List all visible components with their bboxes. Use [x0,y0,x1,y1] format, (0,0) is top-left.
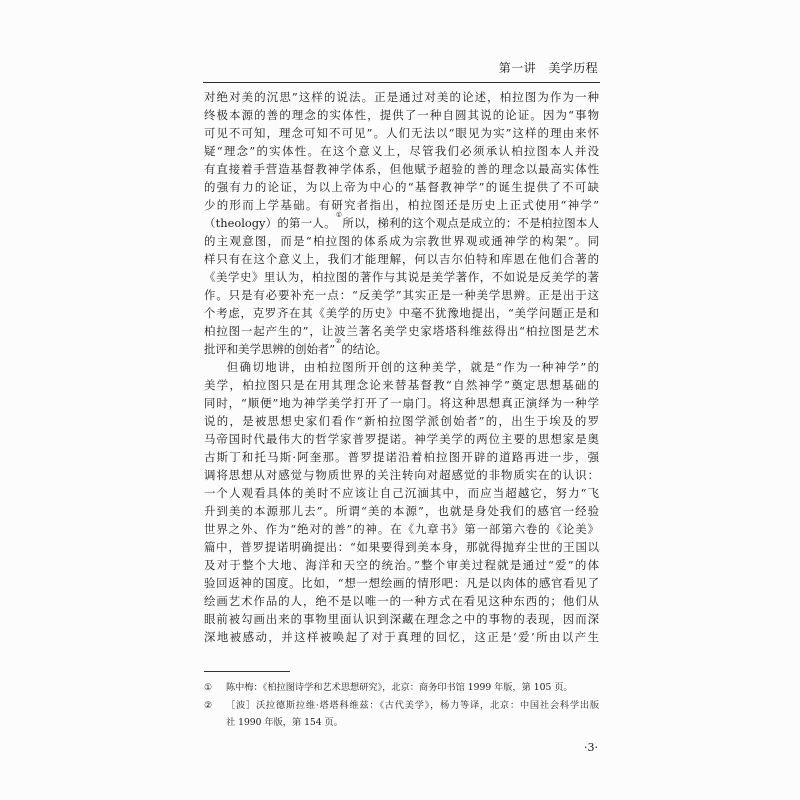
text-line: 调将思想从对感觉与物质世界的关注转向对超感觉的非物质实在的认识： [204,468,599,482]
paragraph [204,88,599,358]
text-line: 验回返神的国度。比如，“想一想绘画的情形吧：凡是以肉体的感官看见了 [204,576,599,590]
text-line: 但确切地讲，由柏拉图所开创的这种美学，就是“作为一种神学”的 [226,360,599,374]
text-line: 同时，“顺便”地为神学美学打开了一扇门。将这种思想真正演绎为一种学 [204,396,599,410]
text-segment: 的结论。 [341,342,387,356]
text-line: 深地被感动，并这样被唤起了对于真理的回忆，这正是‘爱’所由以产生 [204,630,599,644]
footnote-text: 陈中梅：《柏拉图诗学和艺术思想研究》，北京：商务印书馆 1999 年版，第 105 页。 [226,682,573,693]
body-text [204,88,599,646]
text-line: 个考虑，克罗齐在其《美学的历史》中毫不犹豫地提出，“美学问题正是和 [204,306,599,320]
text-line [204,211,599,232]
footnote-ref: ② [335,337,342,345]
text-line: 疑“理念”的实体性。在这个意义上，尽管我们必须承认柏拉图本人并没 [204,144,599,158]
text-line: 少的形而上学基础。有研究者指出，柏拉图还是历史上正式使用“神学” [204,198,599,212]
text-line: 柏拉图一起产生的”，让波兰著名美学史家塔塔科维兹得出“柏拉图是艺术 [204,324,599,338]
footnote [204,697,599,732]
text-line: 可见不可知，理念可知不可见”。人们无法以“眼见为实”这样的理由来怀 [204,126,599,140]
text-line: 作。只是有必要补充一点：“反美学”其实正是一种美学思辨。正是出于这 [204,288,599,302]
text-line: 美学，柏拉图只是在用其理念论来替基督教“自然神学”奠定思想基础的 [204,378,599,392]
text-line: 终极本源的善的理念的实体性，提供了一种自圆其说的论证。因为“事物 [204,108,599,122]
text-line: 马帝国时代最伟大的哲学家普罗提诺。神学美学的两位主要的思想家是奥 [204,432,599,446]
text-segment: （theology）的第一人。 [204,216,336,230]
header-rule [203,82,600,83]
footnote-marker: ② [204,699,213,711]
text-line: 升到美的本源那儿去”。所谓“美的本源”，也就是身处我们的感官一经验 [204,504,599,518]
text-line: 篇中，普罗提诺明确提出：“如果要得到美本身，那就得抛弃尘世的王国以 [204,540,599,554]
paragraph [204,358,599,646]
text-segment: 批评和美学思辨的创始者” [204,342,336,356]
text-line: 说的，是被思想史家们看作“新柏拉图学派创始者”的，出生于埃及的罗 [204,414,599,428]
page-number: ·3· [584,741,598,754]
footnote-text: ［波］沃拉德斯拉维·塔塔科维兹：《古代美学》，杨力等译，北京：中国社会科学出版 [226,699,599,711]
text-segment: 所以，梯利的这个观点是成立的：不是柏拉图本人 [342,216,599,230]
text-line: 的强有力的论证，为以上帝为中心的“基督教神学”的诞生提供了不可缺 [204,180,599,194]
footnote-ref: ① [335,211,343,219]
text-line: 对绝对美的沉思”这样的说法。正是通过对美的论述，柏拉图为作为一种 [204,90,599,104]
text-line [204,337,599,358]
text-line: 古斯丁和托马斯·阿奎那。普罗提诺沿着柏拉图开辟的道路再进一步，强 [204,450,599,464]
footnote-marker: ① [204,682,213,693]
text-line: 世界之外、作为“绝对的善”的神。在《九章书》第一部第六卷的《论美》 [204,522,599,536]
footnote-text: 社 1990 年版，第 154 页。 [226,717,343,728]
text-line: 及对于整个大地、海洋和天空的统治。”整个审美过程就是通过“爱”的体 [204,558,599,572]
text-line: 有直接着手营造基督教神学体系，但他赋予超验的善的理念以最高实体性 [204,162,599,176]
text-line: 《美学史》里认为，柏拉图的著作与其说是美学著作，不如说是反美学的著 [204,270,599,284]
footnote-rule [204,671,290,672]
text-line: 眼前被勾画出来的事物里面认识到深藏在理念之中的事物的表现，因而深 [204,612,599,626]
text-line: 的主观意图，而是“柏拉图的体系成为宗教世界观或通神学的构架”。同 [204,234,599,248]
footnotes [204,679,599,732]
footnote [204,679,599,697]
running-head: 第一讲 美学历程 [498,61,598,75]
text-line: 样只有在这个意义上，我们才能理解，何以吉尔伯特和库恩在他们合著的 [204,252,599,266]
text-line: 一个人观看具体的美时不应该让自己沉湎其中，而应当超越它，努力“飞 [204,486,599,500]
text-line: 绘画艺术作品的人，绝不是以唯一的一种方式在看见这种东西的；他们从 [204,594,599,608]
